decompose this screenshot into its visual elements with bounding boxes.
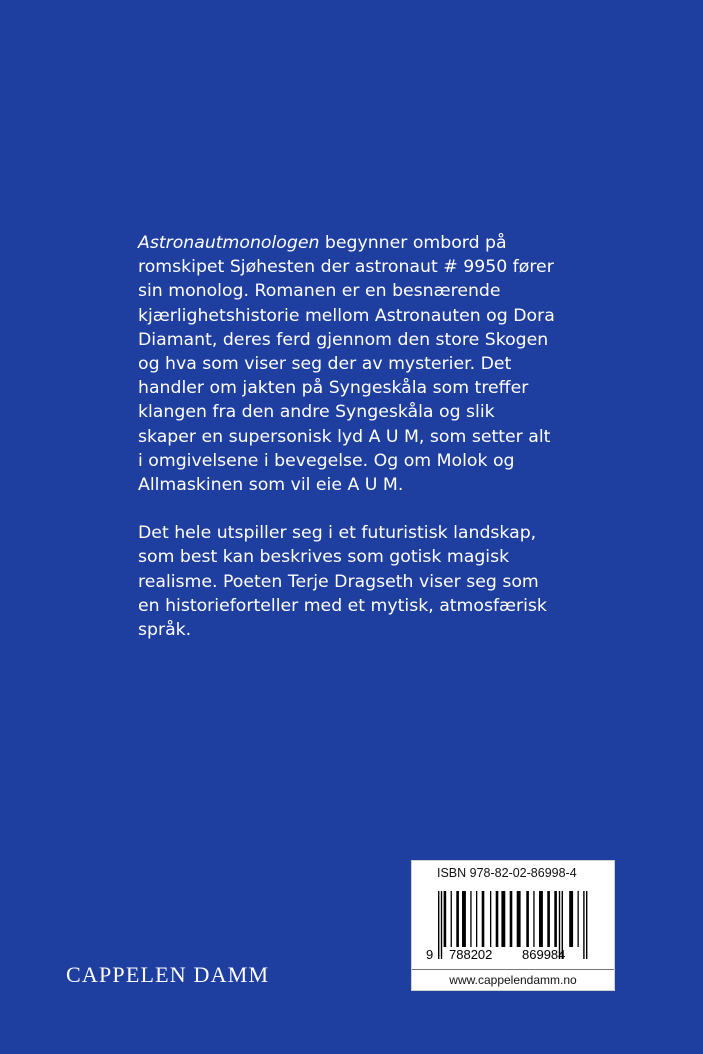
barcode-bar xyxy=(451,891,452,947)
barcode-bar xyxy=(438,891,439,959)
barcode-bar xyxy=(539,891,543,947)
barcode-bar xyxy=(456,891,459,947)
barcode-bar xyxy=(441,891,442,959)
barcode-bar xyxy=(586,891,587,959)
publisher-website: www.cappelendamm.no xyxy=(412,969,614,990)
barcode-bar xyxy=(496,891,499,947)
barcode-digit-first: 9 xyxy=(426,947,434,962)
barcode-bar xyxy=(533,891,534,947)
barcode-bar xyxy=(583,891,584,959)
barcode-bar xyxy=(517,891,521,947)
barcode-bar xyxy=(490,891,491,947)
barcode-bar xyxy=(444,891,447,947)
barcode-bar xyxy=(526,891,529,947)
barcode-bar xyxy=(462,891,466,947)
blurb-paragraph-1 xyxy=(138,231,558,497)
blurb-paragraph-1-text: begynner ombord på romskipet Sjøhesten der astronaut # 9950 fører sin monolog. Romanen er en besnærende kjærlighetshistorie mellom Astronauten og Dora Diamant, deres ferd gjennom den store Skogen og hva som viser seg der av mysterier. Det handler om jakten på Syngeskåla som treffer klangen fra den andre Syngeskåla og slik skaper en supersonisk lyd A U M, som setter alt i omgivelsene i bevegelse. Og om Molok og Allmaskinen som vil eie A U M. xyxy=(138,233,555,496)
barcode-bar xyxy=(554,891,557,947)
blurb-paragraph-2: Det hele utspiller seg i et futuristisk landskap, som best kan beskrives som gotisk magisk realisme. Poeten Terje Dragseth viser seg som en historieforteller med et mytisk, atmosfærisk språk. xyxy=(138,523,547,641)
isbn-label: ISBN 978-82-02-86998-4 xyxy=(437,866,577,880)
barcode-digits-left: 788202 xyxy=(449,947,493,962)
barcode-bar xyxy=(476,891,477,947)
barcode-bar xyxy=(470,891,471,947)
barcode-bar xyxy=(501,891,505,947)
publisher-logo: CAPPELEN DAMM xyxy=(66,962,270,987)
barcode-bar xyxy=(482,891,485,947)
isbn-barcode-box xyxy=(411,860,615,991)
barcode-bar xyxy=(578,891,579,947)
barcode-bar xyxy=(547,891,550,947)
barcode-bar xyxy=(510,891,513,947)
back-cover-blurb xyxy=(138,231,558,642)
book-title: Astronautmonologen xyxy=(138,233,320,253)
barcode-digits-right: 869984 xyxy=(522,947,566,962)
barcode-bar xyxy=(569,891,573,947)
